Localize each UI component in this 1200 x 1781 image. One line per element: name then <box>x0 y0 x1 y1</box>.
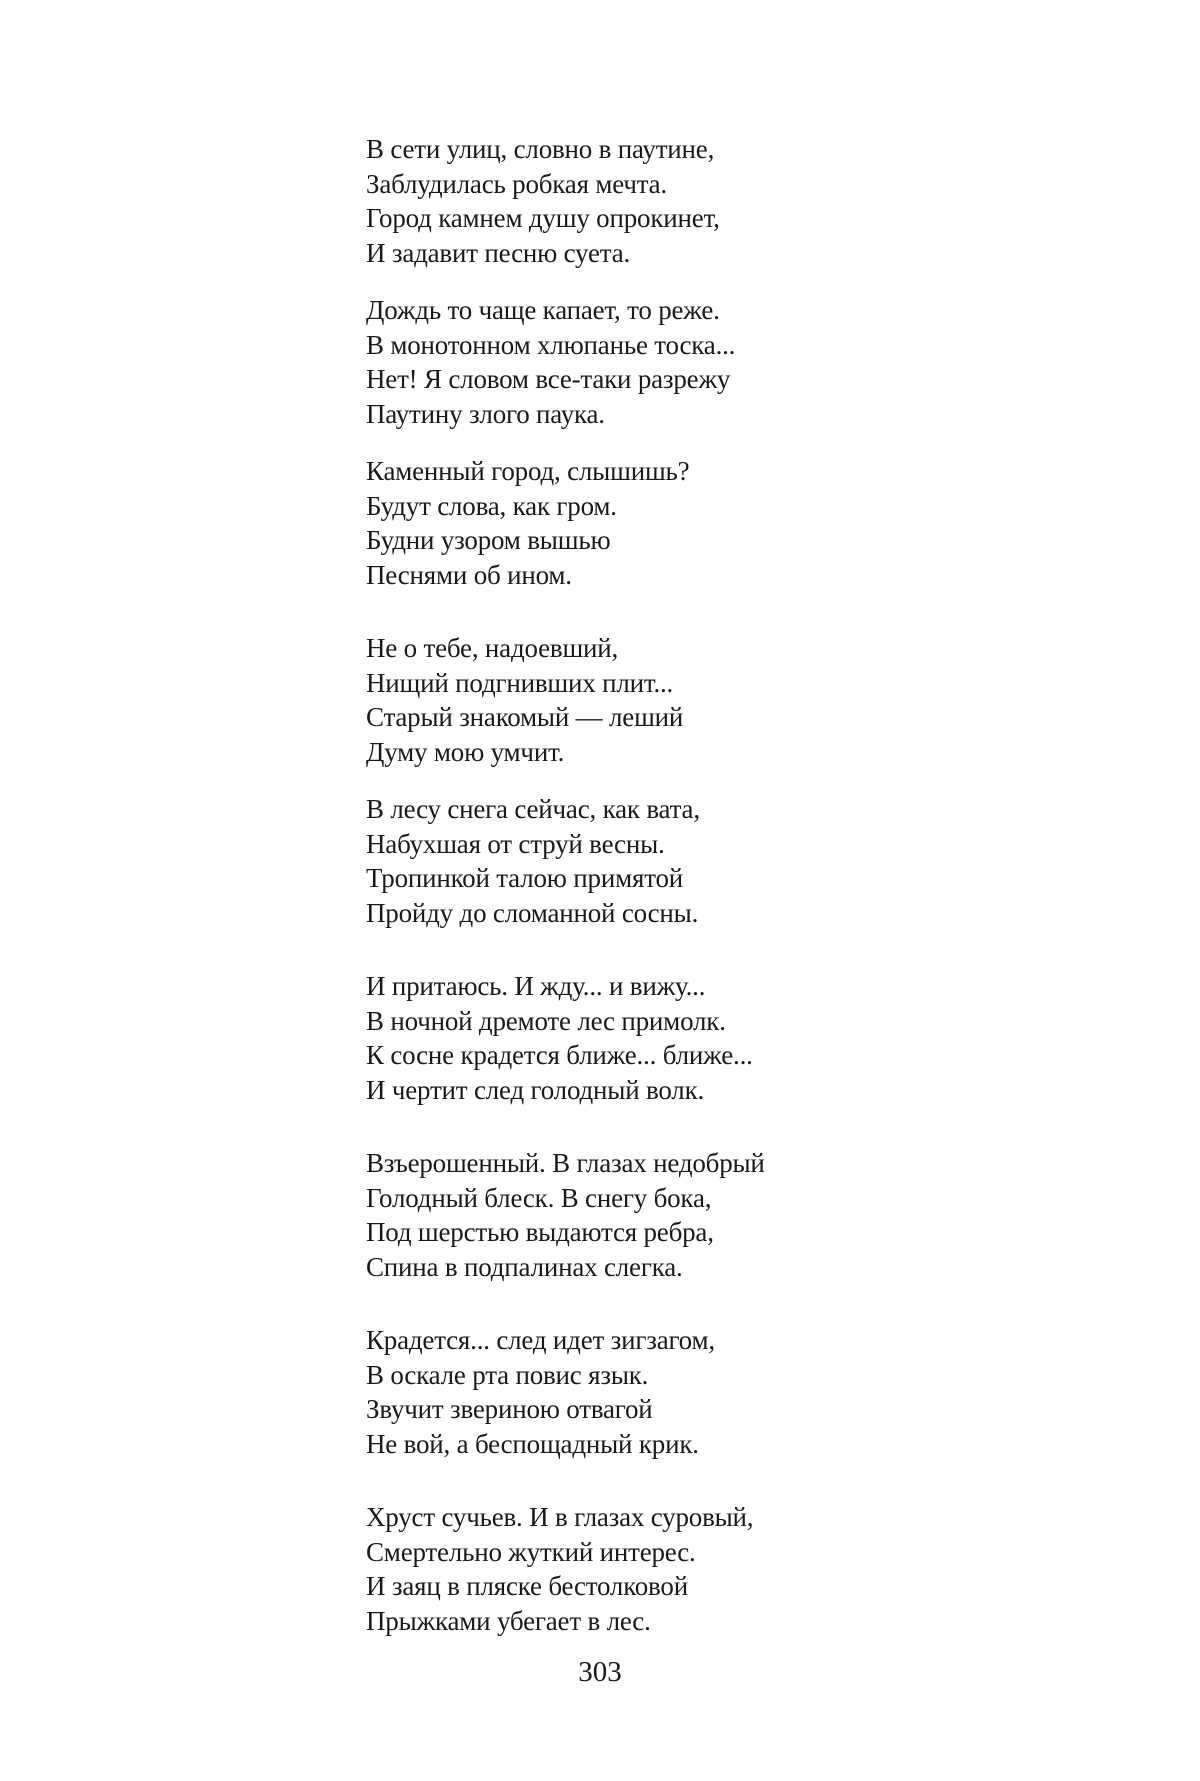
poem-line: Прыжками убегает в лес. <box>366 1605 651 1636</box>
poem-line: Под шерстью выдаются ребра, <box>366 1217 714 1247</box>
poem-line: И задавит песню суета. <box>366 237 631 268</box>
stanza <box>366 1500 926 1638</box>
poem-text <box>366 132 926 1638</box>
poem-line: И чертит след голодный волк. <box>366 1074 705 1105</box>
poem-line: В лесу снега сейчас, как вата, <box>366 794 700 824</box>
poem-line: Смертельно жуткий интерес. <box>366 1536 696 1567</box>
poem-line: В монотонном хлюпанье тоска... <box>366 329 736 360</box>
poem-line: Нищий подгнивших плит... <box>366 667 674 698</box>
poem-line: Будут слова, как гром. <box>366 490 617 521</box>
poem-line: Город камнем душу опрокинет, <box>366 203 720 233</box>
stanza <box>366 631 926 769</box>
poem-line: В сети улиц, словно в паутине, <box>366 134 715 164</box>
poem-line: Тропинкой талою примятой <box>366 863 683 893</box>
poem-line: Звучит звериною отвагой <box>366 1394 653 1424</box>
poem-line: И притаюсь. И жду... и вижу... <box>366 971 706 1001</box>
poem-line: Паутину злого паука. <box>366 398 605 429</box>
poem-line: Думу мою умчит. <box>366 736 565 767</box>
poem-line: Крадется... след идет зигзагом, <box>366 1325 715 1355</box>
stanza <box>366 792 926 930</box>
stanza <box>366 1323 926 1461</box>
poem-line: В ночной дремоте лес примолк. <box>366 1005 726 1036</box>
poem-line: Дождь то чаще капает, то реже. <box>366 295 720 325</box>
poem-line: Голодный блеск. В снегу бока, <box>366 1182 712 1213</box>
poem-line: Старый знакомый — леший <box>366 702 684 732</box>
poem-line: Хруст сучьев. И в глазах суровый, <box>366 1502 754 1532</box>
stanza <box>366 1146 926 1284</box>
poem-line: Песнями об ином. <box>366 559 572 590</box>
poem-line: Спина в подпалинах слегка. <box>366 1251 683 1282</box>
stanza <box>366 132 926 270</box>
poem-line: В оскале рта повис язык. <box>366 1359 649 1390</box>
stanza <box>366 969 926 1107</box>
poem-line: Взъерошенный. В глазах недобрый <box>366 1148 765 1178</box>
poem-line: Будни узором вышью <box>366 525 611 555</box>
stanza <box>366 454 926 592</box>
poem-line: И заяц в пляске бестолковой <box>366 1571 688 1601</box>
poem-line: Каменный город, слышишь? <box>366 456 690 486</box>
poem-line: Набухшая от струй весны. <box>366 828 665 859</box>
poem-line: Пройду до сломанной сосны. <box>366 897 699 928</box>
poem-line: К сосне крадется ближе... ближе... <box>366 1040 753 1070</box>
poem-line: Не о тебе, надоевший, <box>366 633 619 663</box>
poem-line: Не вой, а беспощадный крик. <box>366 1428 699 1459</box>
poem-line: Заблудилась робкая мечта. <box>366 168 667 199</box>
poem-line: Нет! Я словом все-таки разрежу <box>366 364 731 394</box>
page-number: 303 <box>578 1656 622 1688</box>
stanza <box>366 293 926 431</box>
